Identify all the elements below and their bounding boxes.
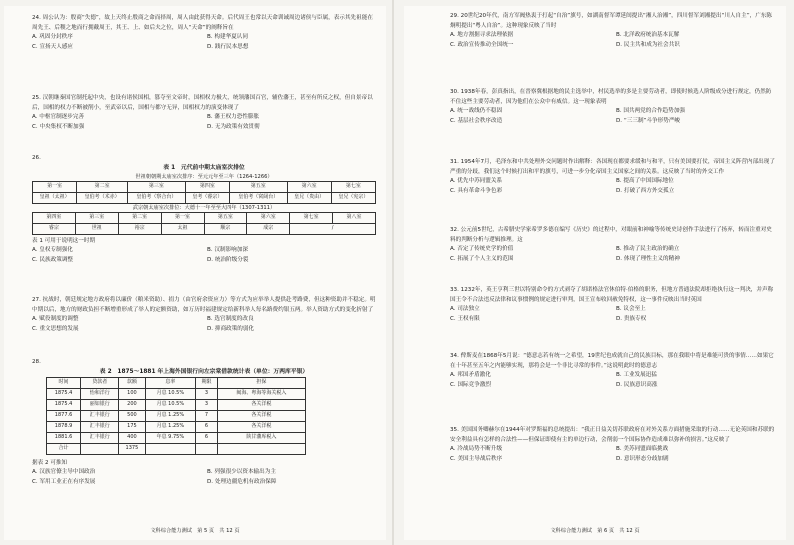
table-cell: 第五室 (229, 181, 287, 192)
table-cell: 陕甘藩库税入 (217, 432, 305, 443)
table-row (47, 399, 306, 410)
table-cell: 汇丰银行 (81, 432, 119, 443)
table-cell: 月息 1.25% (145, 421, 196, 432)
table-cell: 6 (196, 432, 218, 443)
table-cell: 第二室 (118, 212, 161, 223)
table-cell: 皇伯考（察合台） (128, 192, 186, 203)
table-cell: 各关洋税 (217, 410, 305, 421)
table-cell: 第二室 (77, 181, 128, 192)
table-cell: 1878.9 (47, 421, 81, 432)
table-cell: 175 (119, 421, 145, 432)
page-footer-left: 文科综合能力测试 第 5 页 共 12 页 (150, 528, 240, 534)
exam-page-6 (404, 6, 786, 540)
q27-option-a: A. 赋役制度的调整 (32, 316, 79, 323)
table-cell: 皇兄（宪宗） (331, 192, 375, 203)
table-header: 贷款者 (81, 377, 119, 388)
question-28-lead: 据表 2 可推知 (32, 459, 68, 466)
table-cell: 各关洋税 (217, 421, 305, 432)
q35-option-a: A. 冷战局势不断升级 (450, 446, 503, 453)
question-30-stem: 30. 1938年春，彭真指出，在晋察冀根据地的民主选举中，村民选举的多是主要劳动者，即使时候选人阶级成分进行规定，仍然防不住这些主要劳动者，因为他们在公众中有威信。这一现象表明 (450, 89, 772, 105)
table-cell: 第一室 (33, 181, 77, 192)
table-row (47, 388, 306, 399)
table-cell: 汇丰银行 (81, 421, 119, 432)
q29-option-a: A. 地方割据寻求法理依据 (450, 32, 514, 39)
table-1-subtitle-1: 世祖朝朝期太庙室次排序：至元元年至三年（1264-1266） (135, 173, 273, 180)
table-cell: 7 (196, 410, 218, 421)
q29-option-b: B. 北洋政府统治基本瓦解 (616, 32, 680, 39)
q35-option-d: D. 意识形态分歧加剧 (616, 455, 669, 462)
question-24 (32, 14, 376, 52)
q34-option-c: C. 国际竞争激烈 (450, 381, 492, 388)
table-cell: 3 (196, 388, 218, 399)
table-cell: 1375 (119, 443, 145, 454)
table-cell: 1875.4 (47, 388, 81, 399)
table-cell: 顺宗 (204, 223, 247, 234)
question-34-stem: 34. 俾斯麦在1868年5月说：“德意志若有统一之希望，19世纪也成就自己的民族目标，那在我眼中将是难能可贵的事情……如果它在十年甚至五年之内能够实现，那将会是一个非比寻常的事件。”这说明此时的德意志 (450, 353, 774, 369)
table-cell: 1875.4 (47, 399, 81, 410)
q33-option-b: B. 议会至上 (616, 306, 646, 313)
table-cell: 1877.6 (47, 410, 81, 421)
q24-option-b: B. 构建华夏认同 (207, 34, 248, 41)
table-cell: 第七室 (290, 212, 333, 223)
table-cell: 500 (119, 410, 145, 421)
question-26 (32, 154, 376, 265)
q27-option-b: B. 选官制度的改良 (207, 316, 254, 323)
q26-option-b: B. 汉制影响加深 (207, 247, 248, 254)
q24-option-c: C. 宣扬天人感应 (32, 43, 74, 50)
table-cell: 第三室 (75, 212, 118, 223)
q25-option-a: A. 中枢官制逐步完善 (32, 114, 85, 121)
table-cell: 裕宗 (118, 223, 161, 234)
table-cell: 皇考（睿宗） (185, 192, 229, 203)
question-35-stem: 35. 美国国务卿赫尔在1944年对罗斯福的总统提出：“我正日益关切苏联政府在对外关系方面措施采取的行动……无论英国和苏联的安全利益具有怎样的合法性——但保证即使有主的单边行动，会削弱一个国际协作造成难以弥补的损害。”这反映了 (450, 427, 775, 443)
question-29-stem: 29. 20世纪20年代，南方军阀热衷于打起“自治”旗号，如湖南督军谭延闿提出“湘人治湘”，四川督军刘湘提出“川人自主”，广东陈炯明提出“粤人自治”。这种现象反映了当时 (450, 13, 772, 29)
question-28-number: 28. (32, 359, 41, 365)
q33-option-a: A. 司法独立 (450, 306, 480, 313)
question-31-stem: 31. 1954年7月，毛泽东和中共处理外交问题时作出解释：各国现在都要求缓和与和平，只有美国要打仗，帝国主义阵营内部出现了严重的分歧，我们这个时候打出和平的旗号，可进一步分化帝国主义国家之间的关系。这反映了当时的外交工作 (450, 159, 775, 175)
question-35 (450, 426, 776, 464)
table-cell: 丽如银行 (81, 399, 119, 410)
table-cell: 汇丰银行 (81, 410, 119, 421)
q34-option-d: D. 民族意识高涨 (616, 381, 658, 388)
table-header: 期限 (196, 377, 218, 388)
q25-option-b: B. 藩王权力恐性膨胀 (207, 114, 260, 121)
q32-option-c: C. 拓展了个人主义的范围 (450, 255, 514, 262)
table-2 (46, 377, 306, 455)
table-cell (196, 443, 218, 454)
q30-option-d: D. “三三制”斗争形势严峻 (616, 117, 681, 124)
q35-option-c: C. 美国主导战后秩序 (450, 455, 503, 462)
q33-option-d: D. 贵族专权 (616, 315, 647, 322)
table-cell: 皇兄（贵由） (287, 192, 331, 203)
table-cell: 皇伯考（窝阔台） (229, 192, 287, 203)
question-24-stem: 24. 周公认为：殷商“失德”，故上天终止殷商之命而择周，周人由此获得天命。后代周王也常以天命训诫周边诸侯与臣属，表示其先祖能在周先王、后稷之地而行拥戴周王，其王、上、如后夫之位，周人“天命”的阐释旨在 (32, 15, 373, 31)
table-cell: / (290, 223, 376, 234)
table-cell: 月息 10.5% (145, 388, 196, 399)
q24-option-d: D. 践行民本思想 (207, 43, 249, 50)
q31-option-a: A. 优先中苏同盟关系 (450, 178, 503, 185)
page-footer-right: 文科综合能力测试 第 6 页 共 12 页 (550, 528, 640, 534)
table-cell: 世祖 (75, 223, 118, 234)
table-cell (145, 443, 196, 454)
table-cell: 皇祖（太祖） (33, 192, 77, 203)
table-cell: 年息 9.75% (145, 432, 196, 443)
question-32-stem: 32. 公元前5世纪，古希腊史学家希罗多德在编写《历史》的过程中，对眼前和神喻等传统史诗创作手法进行了扬弃，转而注重对史料的判断分析与逻辑推理。这 (450, 227, 772, 243)
table-header: 款额 (119, 377, 145, 388)
question-27-stem: 27. 抗战时，朝廷规定地方政府将以廉价（粮米资助）、捐力（由官府余资应力）等方式为应举举人提供赴考路费，但这种资助并不稳定。明中期以后，地方的财政负担不断增重形成了举人的定额资助，如万历时福建规定给新科举人每名路费约银五两。举人资助方式的变化折射了 (32, 297, 376, 313)
table-cell: 6 (196, 421, 218, 432)
question-27 (32, 296, 376, 334)
table-cell: 3 (196, 399, 218, 410)
table-cell (217, 443, 305, 454)
q29-option-c: C. 政治宣传推动全国统一 (450, 41, 514, 48)
table-cell: 第八室 (333, 212, 376, 223)
table-cell: 第六室 (287, 181, 331, 192)
table-cell: 100 (119, 388, 145, 399)
question-28 (32, 358, 376, 487)
table-1-part-2 (32, 212, 376, 235)
table-cell: 月息 1.25% (145, 410, 196, 421)
table-cell: 成宗 (247, 223, 290, 234)
question-34 (450, 352, 776, 390)
table-cell: 第五室 (204, 212, 247, 223)
q30-option-b: B. 国共两党的合作趋势加强 (616, 108, 685, 115)
q27-option-c: C. 重文思想的发展 (32, 325, 79, 332)
q31-option-c: C. 具有革命斗争色彩 (450, 187, 503, 194)
q33-option-c: C. 王权有限 (450, 315, 480, 322)
q32-option-d: D. 体现了理性主义的精神 (616, 255, 680, 262)
q29-option-d: D. 民主共和成为社会共识 (616, 41, 680, 48)
table-cell: 200 (119, 399, 145, 410)
table-cell: 第六室 (247, 212, 290, 223)
question-33-stem: 33. 1232年，英王亨利三世以特别命令的方式剥夺了胡诺格法官休伯特·伯格的职务，但地方普通法院却拒绝执行这一判决，并声称国王令不合法违反法律和议事惯例的规定进行审判，国王宣布收回赦免特权，这一事件反映出当时英国 (450, 287, 774, 303)
table-cell: 第四室 (185, 181, 229, 192)
question-25-stem: 25. 汉朝继秦国官制托起中央，也设有诸侯国相，篡夺至文帝时，国相权力极大，统领藩国百官，辅佐藩王，甚至有所反之权，但自景帝以后，国相的权力不断被削小，至武帝以后，国相与都守无异，国相权力的演变体现了 (32, 95, 373, 111)
table-row (47, 421, 306, 432)
table-cell (81, 443, 119, 454)
question-31 (450, 158, 776, 196)
table-cell: 皇伯考（术赤） (77, 192, 128, 203)
q27-option-d: D. 抑商政策的弱化 (207, 325, 255, 332)
q34-option-b: B. 工业发展迅猛 (616, 372, 657, 379)
table-cell: 怡和洋行 (81, 388, 119, 399)
question-33 (450, 286, 776, 324)
table-cell: 400 (119, 432, 145, 443)
q31-option-d: D. 打破了西方外交孤立 (616, 187, 675, 194)
q28-option-d: D. 处理边疆危机有政治保障 (207, 478, 277, 485)
table-cell: 月息 10.5% (145, 399, 196, 410)
table-cell: 第三室 (128, 181, 186, 192)
exam-page-5 (4, 6, 386, 540)
question-25 (32, 94, 376, 132)
q25-option-c: C. 中央集权不断加强 (32, 123, 85, 130)
question-26-number: 26. (32, 155, 41, 161)
question-29 (450, 12, 776, 50)
q32-option-b: B. 推动了民主政治的确立 (616, 246, 680, 253)
table-cell: 第七室 (331, 181, 375, 192)
q34-option-a: A. 邦国矛盾激化 (450, 372, 491, 379)
table-cell: 闽海、粤海等海关税入 (217, 388, 305, 399)
table-1-part-1 (32, 181, 376, 204)
table-header: 担保 (217, 377, 305, 388)
table-cell: 第四室 (33, 212, 76, 223)
q30-option-a: A. 统一战线仍不稳固 (450, 108, 503, 115)
table-1-title: 表 1 元代前中期太庙室次排位 (163, 164, 245, 171)
table-cell: 太祖 (161, 223, 204, 234)
table-cell: 睿宗 (33, 223, 76, 234)
question-30 (450, 88, 776, 126)
q26-option-c: C. 民族政策调整 (32, 256, 74, 263)
question-32 (450, 226, 776, 264)
page-fold (392, 0, 394, 545)
q35-option-b: B. 美苏同盟面临挑战 (616, 446, 669, 453)
q31-option-b: B. 提高了中国国际地位 (616, 178, 674, 185)
q25-option-d: D. 无为政策有效贯彻 (207, 123, 260, 130)
table-header: 时间 (47, 377, 81, 388)
table-2-title: 表 2 1875～1881 年上海外国银行向左宗棠借款统计表（单位：万两库平银） (99, 368, 309, 375)
q28-option-b: B. 列强很少以资本输出为主 (207, 469, 276, 476)
q28-option-a: A. 汉族官僚主导中国政治 (32, 469, 96, 476)
table-1-subtitle-2: 武宗朝太庙室次排位：大德十一年至至大四年（1307-1311） (132, 204, 276, 211)
q26-option-d: D. 统治阶级分裂 (207, 256, 249, 263)
table-cell: 合计 (47, 443, 81, 454)
q30-option-c: C. 基层社会秩序改造 (450, 117, 503, 124)
table-cell: 各关洋税 (217, 399, 305, 410)
table-row (47, 432, 306, 443)
q32-option-a: A. 否定了传统史学的价值 (450, 246, 514, 253)
q26-option-a: A. 皇权专制强化 (32, 247, 73, 254)
table-cell: 第一室 (161, 212, 204, 223)
q28-option-c: C. 军用工业正在有序发展 (32, 478, 96, 485)
table-cell: 1881.6 (47, 432, 81, 443)
table-row (47, 443, 306, 454)
q24-option-a: A. 巩固分封秩序 (32, 34, 73, 41)
table-header: 息率 (145, 377, 196, 388)
table-row (47, 410, 306, 421)
question-26-lead: 表 1 可用于说明这一时期 (32, 237, 96, 244)
